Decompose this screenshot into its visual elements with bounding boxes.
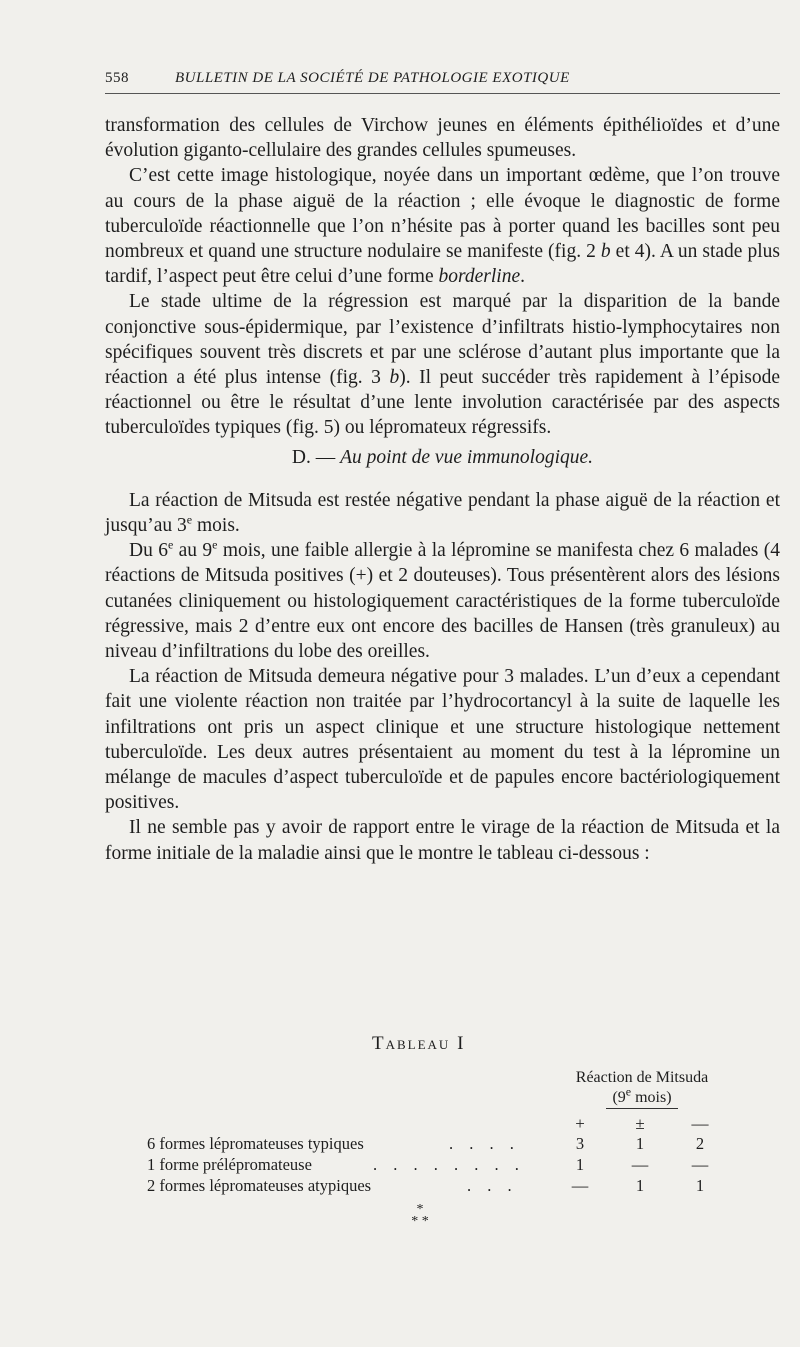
table-row xyxy=(147,1134,747,1156)
row-value-plus: 3 xyxy=(575,1134,585,1153)
p3-italic-b: b xyxy=(389,367,400,389)
running-title: BULLETIN DE LA SOCIÉTÉ DE PATHOLOGIE EXOTIQUE xyxy=(175,70,570,86)
row-value-minus: 2 xyxy=(695,1134,705,1153)
paragraph-6: La réaction de Mitsuda demeura négative pour 3 malades. L’un d’eux a cependant fait une violente réaction non traitée par l’hydrocortancyl à la suite de laquelle les infiltrations ont pris un aspect clinique et une structure histologique nettement tuberculoïde. Les deux autres présentaient au moment du test à la lépromine un mélange de macules d’aspect tuberculoïde et de papules encore bactériologiquement positives. xyxy=(105,666,780,814)
p2-italic-borderline: borderline xyxy=(438,266,521,288)
header-line2-b: mois) xyxy=(631,1089,672,1106)
header-line2-sup: e xyxy=(625,1084,632,1099)
p2-italic-b: b xyxy=(600,241,611,263)
column-plus: + xyxy=(575,1114,585,1133)
asterism-ornament: * * * xyxy=(411,1202,429,1229)
p4-sup: e xyxy=(186,512,193,527)
row-value-plusminus: 1 xyxy=(635,1176,645,1195)
row-value-minus: — xyxy=(691,1155,709,1174)
page-number: 558 xyxy=(105,70,129,86)
header-line2-a: (9 xyxy=(612,1089,626,1106)
section-title: Au point de vue immunologique. xyxy=(340,446,594,468)
p2-text-a: C’est cette image histologique, noyée dans un important œdème, que l’on trouve au cours de la phase aiguë de la réaction ; elle évoque le diagnostic de forme tuberculoïde réactionnelle que l’on n’hésite pas à porter quand les bacilles sont peu nombreux et quand une structure nodulaire se manifeste (fig. 2 xyxy=(105,165,780,263)
row-label: 2 formes lépromateuses atypiques xyxy=(147,1176,372,1195)
column-minus: — xyxy=(691,1114,709,1133)
row-value-plus: 1 xyxy=(575,1155,585,1174)
p4-text-a: La réaction de Mitsuda est restée négative pendant la phase aiguë de la réaction et jusqu’au 3 xyxy=(105,489,780,537)
table-row xyxy=(147,1176,747,1198)
row-leader-dots: . . . . xyxy=(449,1134,520,1153)
row-value-plusminus: 1 xyxy=(635,1134,645,1153)
paragraph-4 xyxy=(105,488,780,538)
table-header-line-2 xyxy=(606,1084,677,1109)
p5-sup-1: e xyxy=(167,537,174,552)
table-header xyxy=(552,1068,732,1109)
p3-text-a: Le stade ultime de la régression est marqué par la disparition de la bande conjonctive sous-épidermique, par l’existence d’infiltrats histio-lymphocytaires non spécifiques souvent très discrets et par une sclérose d’autant plus importante que la réaction a été plus intense (fig. 3 xyxy=(105,291,780,389)
p5-text-c: mois, une faible allergie à la lépromine se manifesta chez 6 malades (4 réactions de Mitsuda positives (+) et 2 douteuses). Tous présentèrent alors des lésions cutanées cliniquement ou histologiquement caractéristiques de la forme tuberculoïde régressive, mais 2 d’entre eux ont encore des bacilles de Hansen (très granuleux) au niveau d’infiltrations du lobe des oreilles. xyxy=(105,540,780,663)
section-heading xyxy=(105,445,780,470)
row-label: 6 formes lépromateuses typiques xyxy=(147,1134,364,1153)
p3-text-c: ). Il peut succéder très rapidement à l’épisode réactionnel ou être le résultat d’une lente involution caractérisée par des aspects tuberculoïdes typiques (fig. 5) ou lépromateux régressifs. xyxy=(105,367,781,439)
section-prefix: D. — xyxy=(291,446,341,468)
paragraph-7: Il ne semble pas y avoir de rapport entre le virage de la réaction de Mitsuda et la forme initiale de la maladie ainsi que le montre le tableau ci-dessous : xyxy=(105,817,780,864)
row-label: 1 forme prélépromateuse xyxy=(147,1155,312,1174)
paragraph-3 xyxy=(105,289,780,440)
paragraph-5 xyxy=(105,538,780,664)
column-plusminus: ± xyxy=(635,1114,645,1133)
p4-text-b: mois. xyxy=(192,515,240,537)
table-header-line-1: Réaction de Mitsuda xyxy=(575,1069,709,1086)
p2-text-e: . xyxy=(520,266,525,288)
row-leader-dots: . . . . . . . . xyxy=(373,1155,525,1174)
table-row xyxy=(147,1155,747,1177)
p5-text-a: Du 6 xyxy=(129,540,168,562)
row-leader-dots: . . . xyxy=(467,1176,518,1195)
p2-text-c: et 4). A un stade plus tardif, l’aspect peut être celui d’une forme xyxy=(105,241,780,288)
row-value-plusminus: — xyxy=(631,1155,649,1174)
paragraph-2 xyxy=(105,163,780,289)
row-value-plus: — xyxy=(571,1176,589,1195)
p5-sup-2: e xyxy=(212,537,218,552)
paragraph-1: transformation des cellules de Virchow jeunes en éléments épithélioïdes et d’une évolution giganto-cellulaire des grandes cellules spumeuses. xyxy=(105,115,780,162)
p5-text-b: au 9 xyxy=(173,540,213,562)
body-text xyxy=(105,113,780,866)
row-value-minus: 1 xyxy=(695,1176,705,1195)
running-header xyxy=(105,70,780,94)
table-title: Tableau I xyxy=(372,1033,466,1054)
